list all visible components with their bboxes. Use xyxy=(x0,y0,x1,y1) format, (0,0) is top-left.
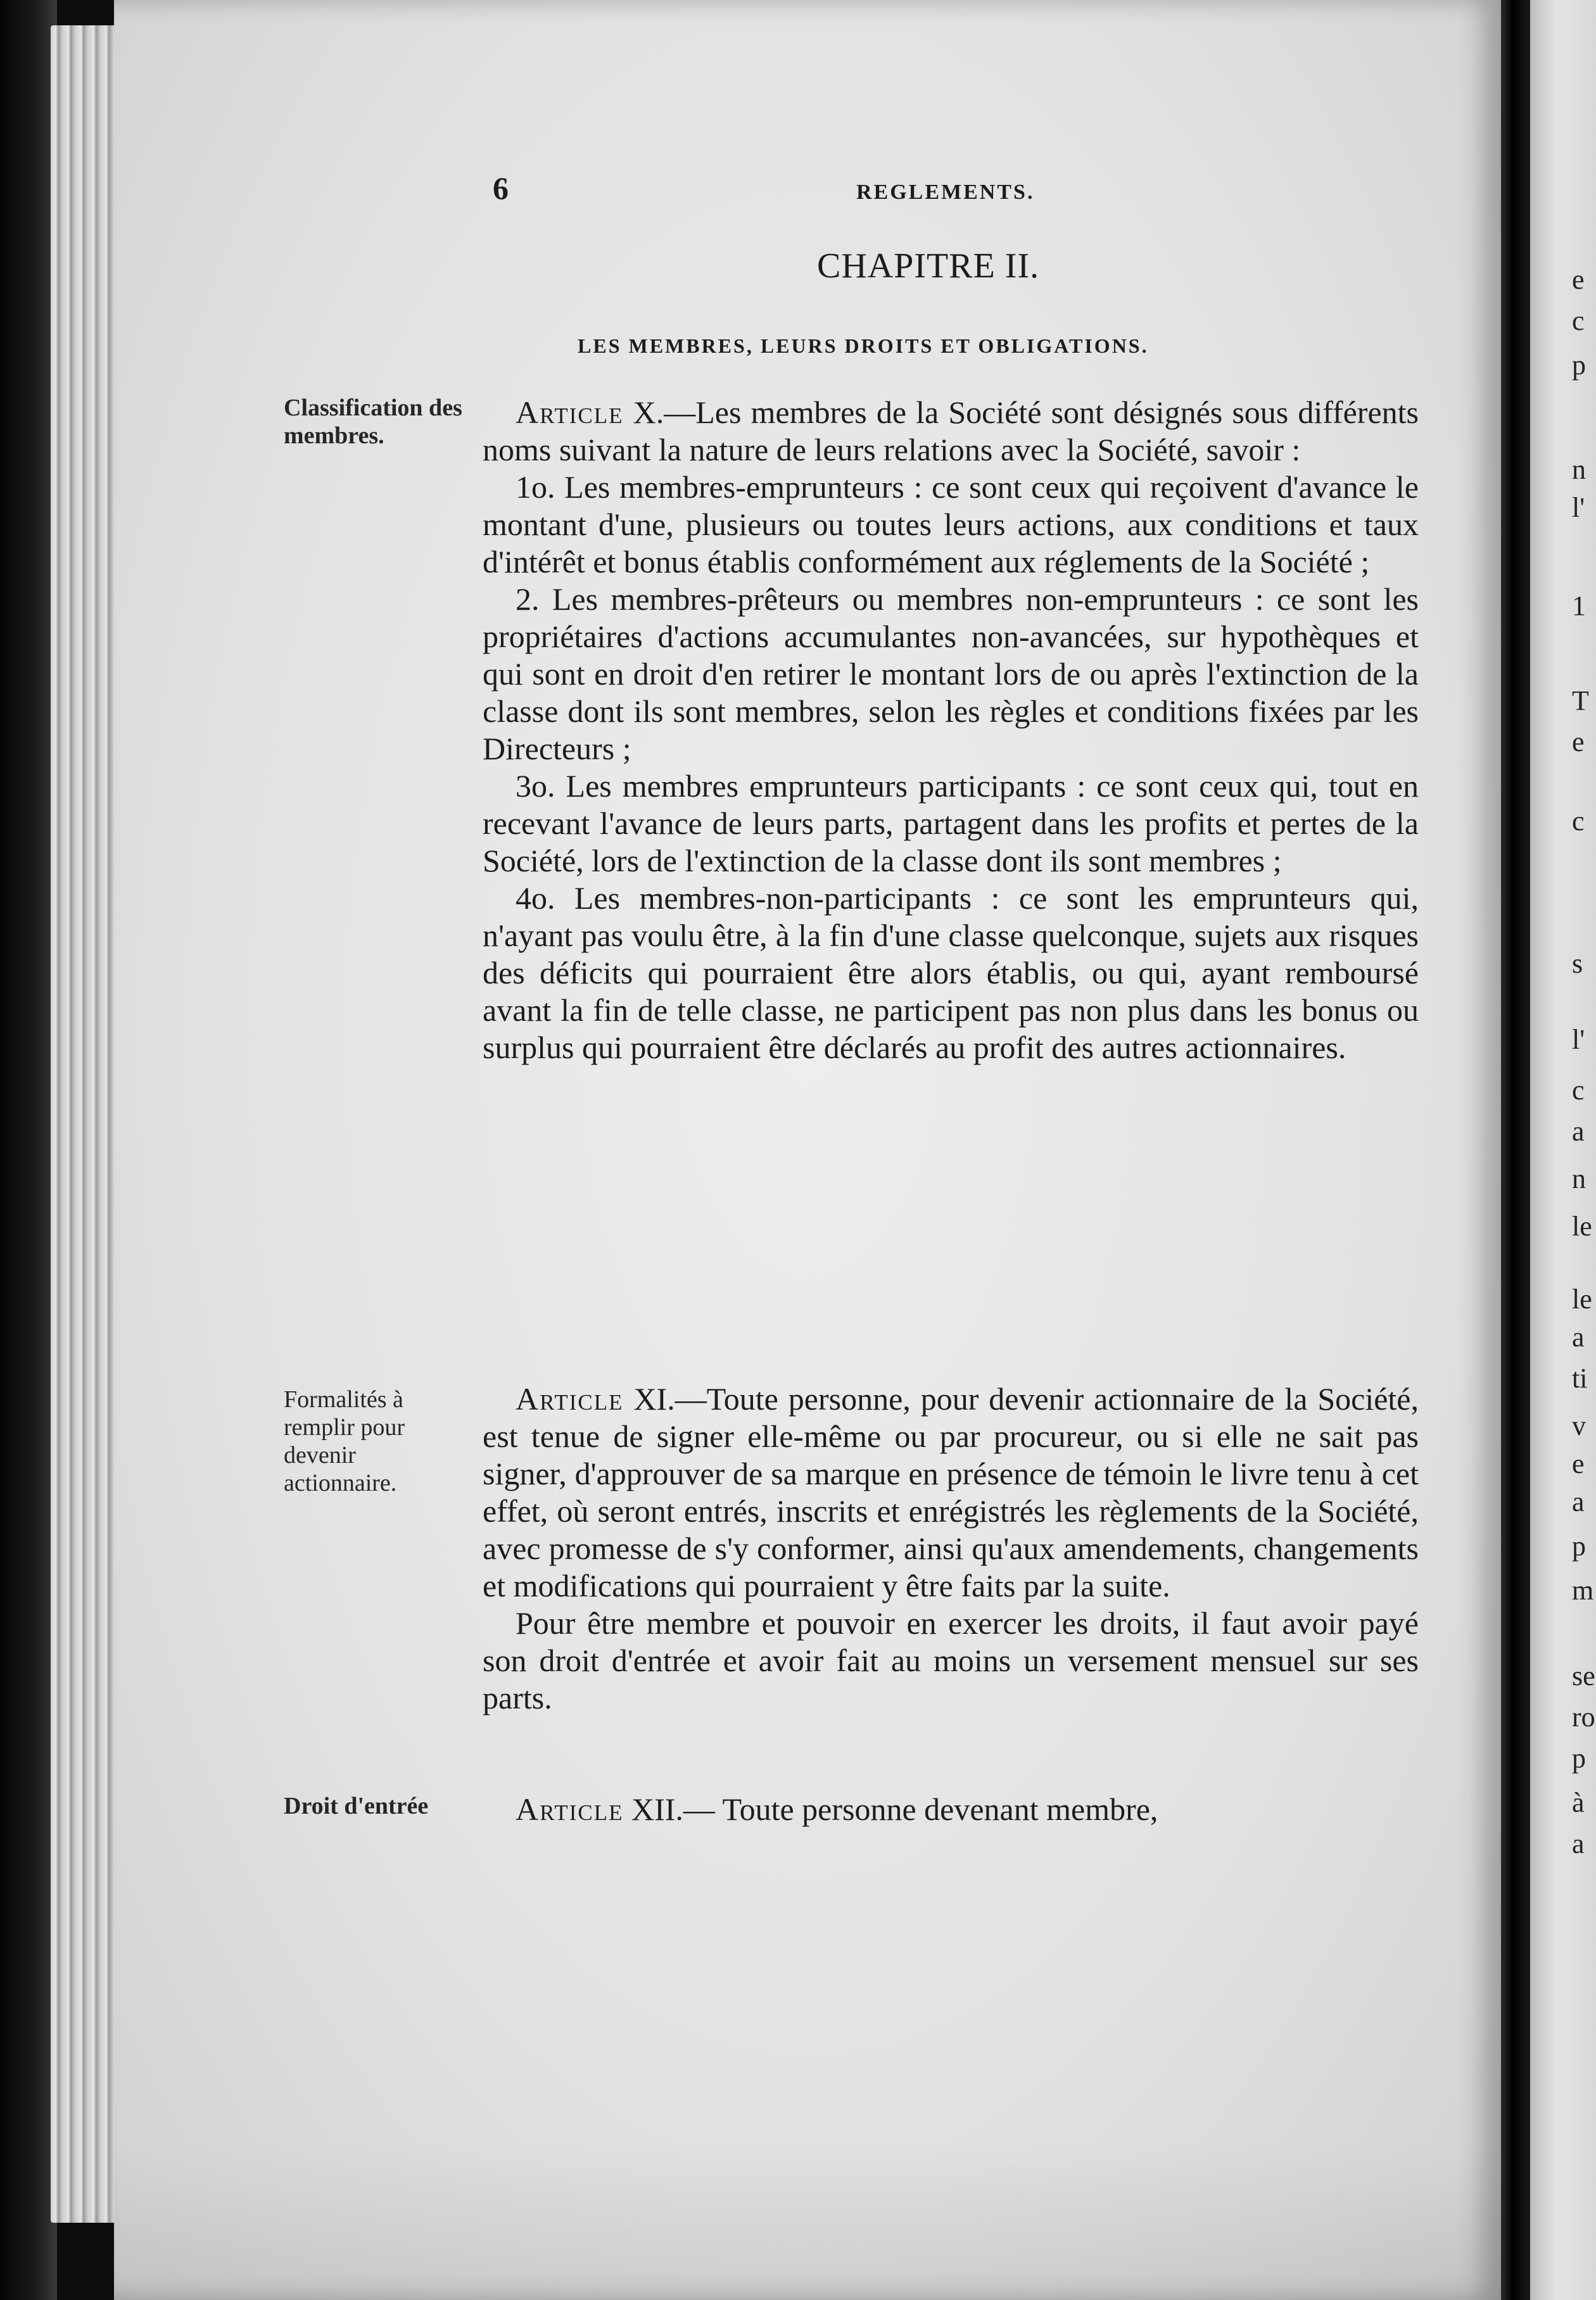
facing-page-fragment: e xyxy=(1572,264,1585,295)
article-x-heading: Article xyxy=(516,395,624,430)
facing-page-fragment: l' xyxy=(1572,492,1585,523)
facing-page-fragment: le xyxy=(1572,1211,1592,1242)
article-x-intro xyxy=(483,394,1419,469)
article-xi-text: —Toute personne, pour devenir actionnaire de la Société, est tenue de signer elle-même ou par procureur, ou si elle ne sait pas signer, d'approuver de sa marque en présence de témoin le livre tenu à cet effet, où seront entrés, inscrits et enrégistrés les règlements de la Société, avec promesse de s'y conformer, ainsi qu'aux amendements, changements et modifications qui pourraient y être faits par la suite. xyxy=(483,1381,1419,1603)
facing-page-fragment: se xyxy=(1572,1660,1595,1691)
book-gutter xyxy=(1501,0,1530,2300)
article-xi-paragraph-2: Pour être membre et pouvoir en exercer les droits, il faut avoir payé son droit d'entrée et avoir fait au moins un versement mensuel sur ses parts. xyxy=(483,1605,1419,1716)
article-x-item-3: 3o. Les membres emprunteurs participants : ce sont ceux qui, tout en recevant l'avance de leurs parts, partagent dans les profits et pertes de la Société, lors de l'extinction de la classe dont ils sont membres ; xyxy=(483,768,1419,878)
facing-page-fragment: l' xyxy=(1572,1024,1585,1055)
article-x-item-2: 2. Les membres-prêteurs ou membres non-emprunteurs : ce sont les propriétaires d'actions accumulantes non-avancées, sur hypothèques et qui sont en droit d'en retirer le montant lors de ou après l'extinction de la classe dont ils sont membres, selon les règles et conditions fixées par les Directeurs ; xyxy=(483,581,1419,766)
facing-page-fragment: 1 xyxy=(1572,590,1586,621)
facing-page-fragment: c xyxy=(1572,305,1585,336)
facing-page-fragment: c xyxy=(1572,1075,1585,1106)
article-x-item-4: 4o. Les membres-non-participants : ce sont les emprunteurs qui, n'ayant pas voulu être, à la fin d'une classe quelconque, sujets aux risques des déficits qui pourraient être alors établis, ou qui, ayant remboursé avant la fin de telle classe, ne participent pas non plus dans les bonus ou surplus qui pourraient être déclarés au profit des autres actionnaires. xyxy=(483,880,1419,1065)
facing-page-fragment: T xyxy=(1572,685,1589,716)
facing-page-fragment: n xyxy=(1572,1163,1586,1194)
running-title: REGLEMENTS. xyxy=(856,180,1035,204)
facing-page-fragment: a xyxy=(1572,1116,1585,1147)
stacked-page-edges xyxy=(51,25,120,2223)
facing-page-fragment: m xyxy=(1572,1575,1594,1606)
facing-page-fragment: p xyxy=(1572,1531,1586,1562)
facing-page-fragment: c xyxy=(1572,806,1585,837)
article-xi-paragraph-1 xyxy=(483,1381,1419,1605)
facing-page-fragment: a xyxy=(1572,1486,1585,1517)
article-xi xyxy=(483,1381,1419,1717)
facing-page-fragment: v xyxy=(1572,1410,1586,1441)
article-x-number: X. xyxy=(633,395,664,430)
facing-page-fragment: p xyxy=(1572,1743,1586,1774)
facing-page-fragment: a xyxy=(1572,1322,1585,1353)
article-xii xyxy=(483,1791,1419,1828)
article-x-text: —Les membres de la Société sont désignés sous différents noms suivant la nature de leurs relations avec la Société, savoir : xyxy=(483,395,1419,467)
scan-left-edge xyxy=(0,0,57,2300)
facing-page-fragment: s xyxy=(1572,948,1583,979)
article-xii-number: XII. xyxy=(631,1791,683,1827)
margin-note-droit-entree: Droit d'entrée xyxy=(284,1793,429,1819)
facing-page-edge xyxy=(1530,0,1596,2300)
facing-page-fragment: ti xyxy=(1572,1363,1588,1394)
article-xii-heading: Article xyxy=(516,1791,624,1827)
facing-page-fragment: p xyxy=(1572,350,1586,381)
facing-page-fragment: n xyxy=(1572,454,1586,485)
page-number: 6 xyxy=(493,170,509,206)
facing-page-fragment: à xyxy=(1572,1787,1585,1818)
facing-page-fragment: le xyxy=(1572,1284,1592,1315)
chapter-subtitle: LES MEMBRES, LEURS DROITS ET OBLIGATIONS. xyxy=(578,334,1149,357)
facing-page-fragment: a xyxy=(1572,1828,1585,1859)
article-xii-paragraph xyxy=(483,1791,1419,1828)
article-xii-text: — Toute personne devenant membre, xyxy=(683,1791,1158,1827)
article-x-item-1: 1o. Les membres-emprunteurs : ce sont ceux qui reçoivent d'avance le montant d'une, plusieurs ou toutes leurs actions, aux conditions et taux d'intérêt et bonus établis conformément aux réglements de la Société ; xyxy=(483,469,1419,579)
article-xi-number: XI. xyxy=(633,1381,675,1417)
facing-page-fragment: ro xyxy=(1572,1702,1595,1733)
margin-note-classification: Classification des membres. xyxy=(284,395,462,449)
facing-page-fragment: e xyxy=(1572,726,1585,757)
margin-note-formalites: Formalités à remplir pour devenir actionnaire. xyxy=(284,1386,405,1496)
article-x xyxy=(483,394,1419,1066)
page-bottom-shadow xyxy=(114,2140,1501,2300)
chapter-title: CHAPITRE II. xyxy=(817,246,1040,286)
facing-page-fragment: e xyxy=(1572,1448,1585,1479)
article-xi-heading: Article xyxy=(516,1381,624,1417)
